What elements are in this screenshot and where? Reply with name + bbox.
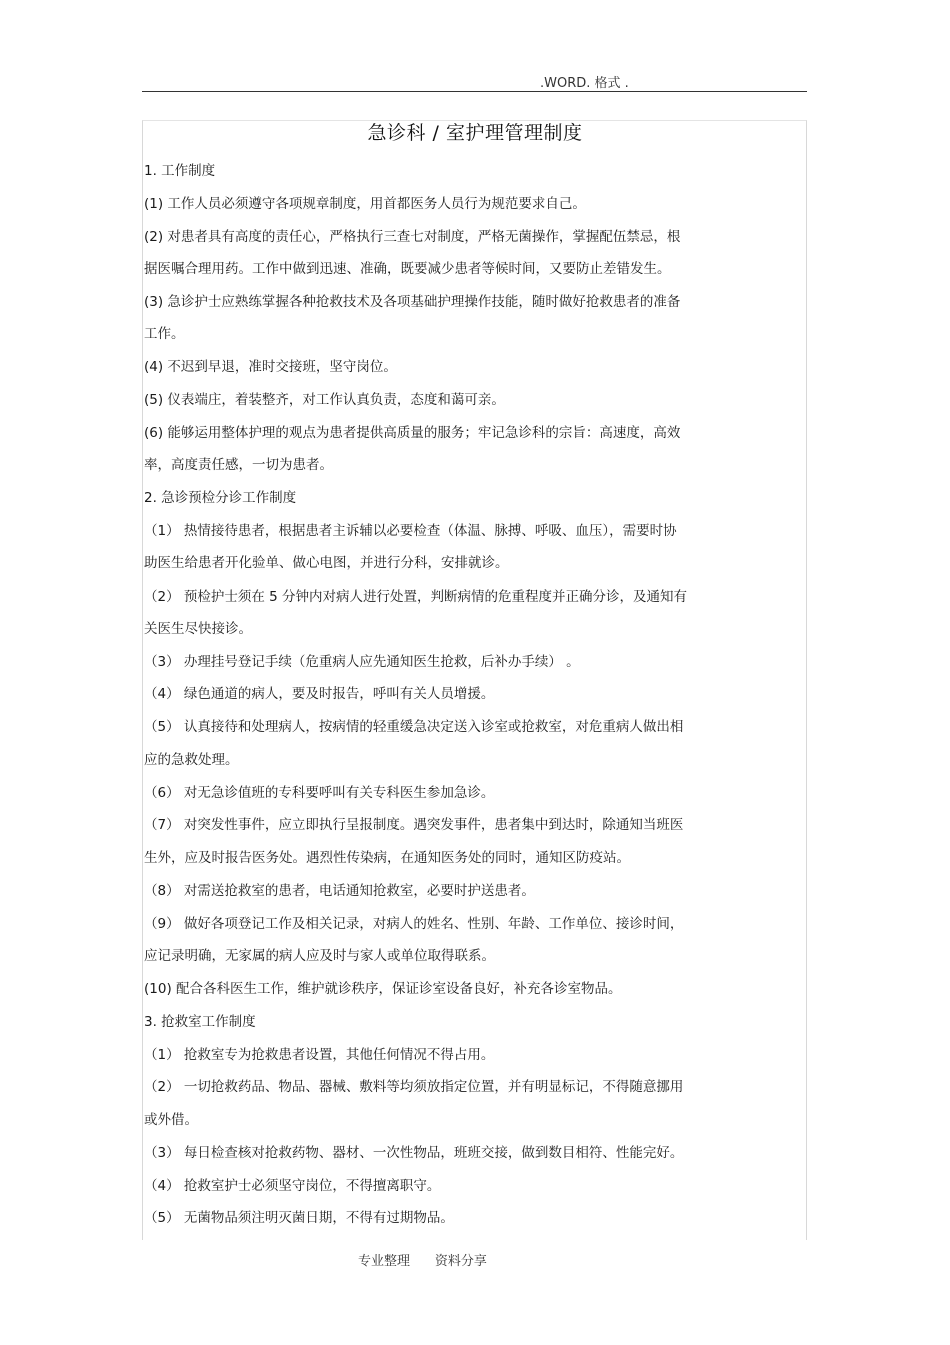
content-frame — [142, 120, 807, 1240]
text-line: (10) 配合各科医生工作，维护就诊秩序，保证诊室设备良好，补充各诊室物品。 — [144, 981, 622, 997]
text-line: 率，高度责任感，一切为患者。 — [144, 457, 333, 473]
header-rule — [142, 91, 807, 92]
text-line: （5） 认真接待和处理病人，按病情的轻重缓急决定送入诊室或抢救室，对危重病人做出相 — [144, 719, 684, 735]
text-line: （2） 预检护士须在 5 分钟内对病人进行处置，判断病情的危重程度并正确分诊，及通知有 — [144, 589, 688, 605]
footer-left: 专业整理 — [358, 1254, 411, 1269]
text-line: (2) 对患者具有高度的责任心，严格执行三查七对制度，严格无菌操作，掌握配伍禁忌，根 — [144, 229, 681, 245]
text-line: （4） 抢救室护士必须坚守岗位，不得擅离职守。 — [144, 1178, 441, 1194]
text-line: 据医嘱合理用药。工作中做到迅速、准确，既要减少患者等候时间，又要防止差错发生。 — [144, 261, 671, 277]
text-line: 生外，应及时报告医务处。遇烈性传染病，在通知医务处的同时，通知区防疫站。 — [144, 850, 630, 866]
page-header: .WORD. 格式 . — [540, 76, 629, 91]
text-line: 助医生给患者开化验单、做心电图，并进行分科，安排就诊。 — [144, 555, 509, 571]
text-line: 1. 工作制度 — [144, 163, 216, 179]
text-line: （1） 抢救室专为抢救患者设置，其他任何情况不得占用。 — [144, 1047, 495, 1063]
text-line: （1） 热情接待患者，根据患者主诉辅以必要检查（体温、脉搏、呼吸、血压），需要时协 — [144, 523, 677, 539]
text-line: 工作。 — [144, 326, 185, 342]
text-line: （8） 对需送抢救室的患者，电话通知抢救室，必要时护送患者。 — [144, 883, 535, 899]
text-line: 3. 抢救室工作制度 — [144, 1014, 256, 1030]
text-line: (1) 工作人员必须遵守各项规章制度，用首都医务人员行为规范要求自己。 — [144, 196, 586, 212]
text-line: （2） 一切抢救药品、物品、器械、敷料等均须放指定位置，并有明显标记，不得随意挪用 — [144, 1079, 684, 1095]
text-line: （3） 每日检查核对抢救药物、器材、一次性物品，班班交接，做到数目相符、性能完好。 — [144, 1145, 684, 1161]
text-line: 关医生尽快接诊。 — [144, 621, 252, 637]
text-line: 或外借。 — [144, 1112, 198, 1128]
text-line: 2. 急诊预检分诊工作制度 — [144, 490, 297, 506]
page-footer — [358, 1250, 487, 1269]
text-line: （4） 绿色通道的病人，要及时报告，呼叫有关人员增援。 — [144, 686, 495, 702]
text-line: （6） 对无急诊值班的专科要呼叫有关专科医生参加急诊。 — [144, 785, 495, 801]
text-line: （5） 无菌物品须注明灭菌日期，不得有过期物品。 — [144, 1210, 454, 1226]
text-line: （3） 办理挂号登记手续（危重病人应先通知医生抢救，后补办手续） 。 — [144, 654, 580, 670]
text-line: （9） 做好各项登记工作及相关记录，对病人的姓名、性别、年龄、工作单位、接诊时间， — [144, 916, 684, 932]
text-line: (3) 急诊护士应熟练掌握各种抢救技术及各项基础护理操作技能，随时做好抢救患者的准备 — [144, 294, 681, 310]
document-title: 急诊科 / 室护理管理制度 — [367, 122, 583, 144]
text-line: (6) 能够运用整体护理的观点为患者提供高质量的服务；牢记急诊科的宗旨：高速度，高效 — [144, 425, 681, 441]
text-line: 应的急救处理。 — [144, 752, 239, 768]
footer-right: 资料分享 — [434, 1254, 487, 1269]
text-line: (4) 不迟到早退，准时交接班，坚守岗位。 — [144, 359, 397, 375]
text-line: 应记录明确，无家属的病人应及时与家人或单位取得联系。 — [144, 948, 495, 964]
text-line: (5) 仪表端庄，着装整齐，对工作认真负责，态度和蔼可亲。 — [144, 392, 505, 408]
text-line: （7） 对突发性事件，应立即执行呈报制度。遇突发事件，患者集中到达时，除通知当班医 — [144, 817, 684, 833]
